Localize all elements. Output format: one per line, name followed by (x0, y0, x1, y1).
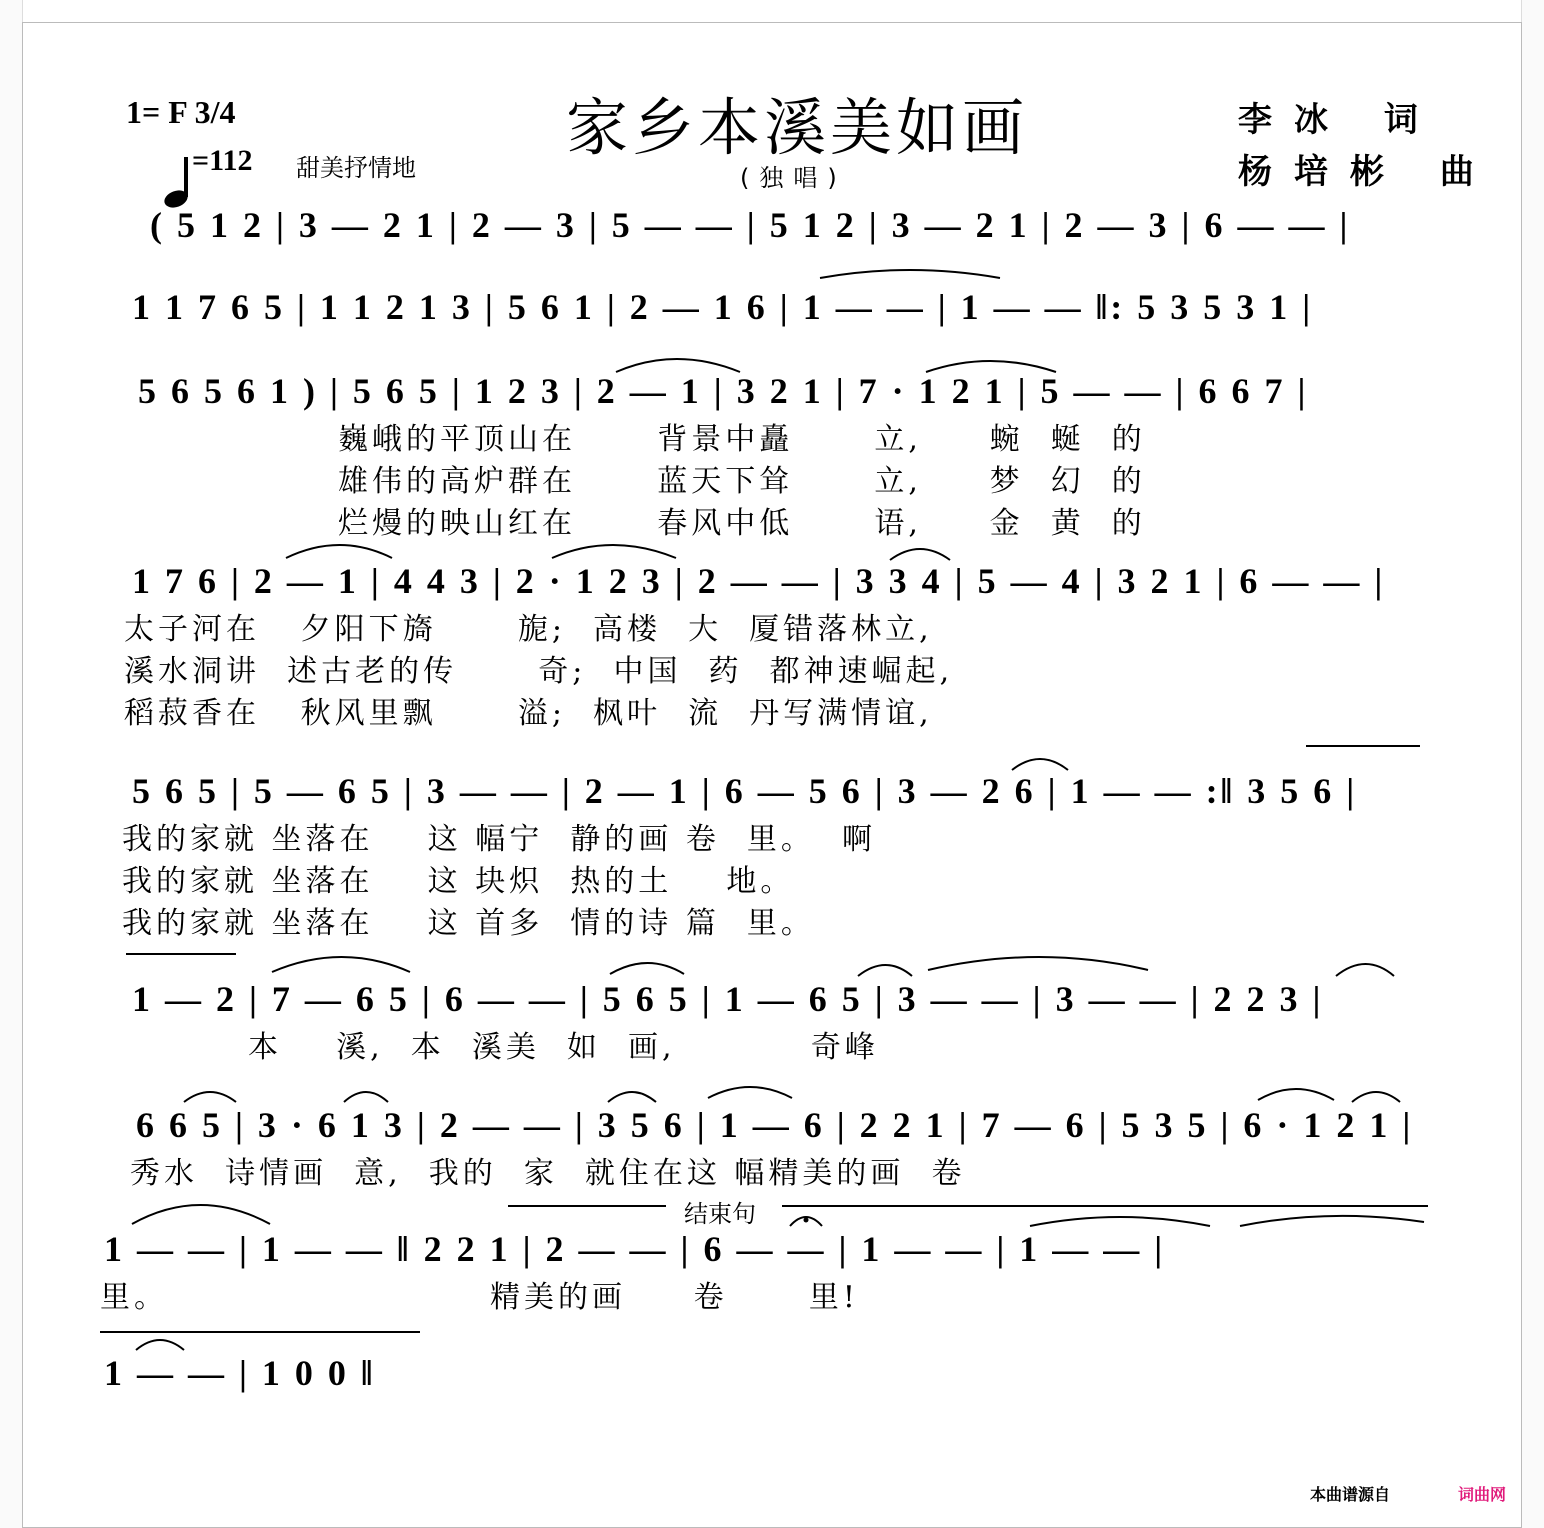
slur (136, 1340, 184, 1350)
lyric-line-8-b: 精美的画 卷 里! (490, 1280, 859, 1315)
slur (616, 359, 740, 372)
lyric-line-4-verse-1: 太子河在 夕阳下旖 旎; 高楼 大 厦错落林立, (124, 612, 933, 647)
slur (608, 1092, 656, 1102)
slur (1012, 759, 1068, 770)
song-title: 家乡本溪美如画 (566, 91, 1029, 164)
slur (1258, 1089, 1334, 1100)
slur (344, 1092, 388, 1102)
lyric-line-5-verse-2: 我的家就 坐落在 这 块炽 热的土 地。 (122, 864, 795, 899)
lyric-line-5-verse-1: 我的家就 坐落在 这 幅宁 静的画 卷 里。 啊 (122, 822, 876, 857)
score-line-1: ( 5 1 2 | 3 — 2 1 | 2 — 3 | 5 — — | 5 1 2 | 3 — 2 1 | 2 — 3 | 6 — — | (150, 205, 1351, 245)
lyric-line-5-verse-3: 我的家就 坐落在 这 首多 情的诗 篇 里。 (122, 906, 815, 941)
slur (272, 957, 410, 972)
lyric-line-3-verse-2: 雄伟的高炉群在 蓝天下耸 立, 梦 幻 的 (338, 464, 1146, 499)
fermata-dot (804, 1218, 809, 1223)
lyric-line-7: 秀水 诗情画 意, 我的 家 就住在这 幅精美的画 卷 (130, 1156, 966, 1191)
slur (1352, 1092, 1400, 1102)
tempo-value: =112 (192, 144, 253, 177)
lyric-line-3-verse-1: 巍峨的平顶山在 背景中矗 立, 蜿 蜒 的 (338, 422, 1146, 457)
slur (928, 957, 1148, 970)
key-signature: 1= F 3/4 (126, 94, 236, 130)
slur (1336, 964, 1394, 976)
slur (708, 1087, 792, 1098)
score-line-3: 5 6 5 6 1 ) | 5 6 5 | 1 2 3 | 2 — 1 | 3 2 1 | 7 · 1 2 1 | 5 — — | 6 6 7 | (138, 371, 1309, 411)
slur (184, 1092, 236, 1102)
slur (858, 965, 912, 976)
tempo-style: 甜美抒情地 (296, 154, 416, 182)
slur (552, 545, 676, 558)
footer-source-label: 本曲谱源自 (1310, 1485, 1391, 1504)
score-line-8: 1 — — | 1 — — ‖ 2 2 1 | 2 — — | 6 — — | 1 — — | 1 — — | (104, 1229, 1166, 1269)
slur (132, 1205, 270, 1224)
lyric-line-4-verse-2: 溪水洞讲 述古老的传 奇; 中国 药 都神速崛起, (124, 654, 954, 689)
slur (890, 549, 950, 560)
ending-section-label: 结束句 (684, 1200, 756, 1228)
score-line-7: 6 6 5 | 3 · 6 1 3 | 2 — — | 3 5 6 | 1 — 6 | 2 2 1 | 7 — 6 | 5 3 5 | 6 · 1 2 1 | (136, 1105, 1414, 1145)
score-line-6: 1 — 2 | 7 — 6 5 | 6 — — | 5 6 5 | 1 — 6 5 | 3 — — | 3 — — | 2 2 3 | (132, 979, 1324, 1019)
slur (1240, 1216, 1424, 1226)
lyric-line-3-verse-3: 烂熳的映山红在 春风中低 语, 金 黄 的 (338, 506, 1146, 541)
slur (820, 270, 1000, 278)
lyric-line-6: 本 溪, 本 溪美 如 画, 奇峰 (248, 1030, 879, 1065)
slur (1030, 1217, 1210, 1226)
lyric-line-8-a: 里。 (100, 1280, 168, 1315)
slur (926, 361, 1056, 372)
lyricist-credit: 李冰 词 (1238, 100, 1440, 140)
footer-brand-link[interactable]: 词曲网 (1458, 1485, 1507, 1504)
lyric-line-4-verse-3: 稻菽香在 秋风里飘 溢; 枫叶 流 丹写满情谊, (124, 696, 933, 731)
song-subtitle: (独唱) (740, 164, 847, 192)
score-line-9: 1 — — | 1 0 0 ‖ (104, 1353, 376, 1393)
score-line-5: 5 6 5 | 5 — 6 5 | 3 — — | 2 — 1 | 6 — 5 6 | 3 — 2 6 | 1 — — :‖ 3 5 6 | (132, 771, 1358, 811)
slur (286, 545, 392, 558)
score-line-2: 1 1 7 6 5 | 1 1 2 1 3 | 5 6 1 | 2 — 1 6 | 1 — — | 1 — — ‖: 5 3 5 3 1 | (132, 287, 1314, 327)
slur (610, 963, 684, 974)
composer-credit: 杨培彬 曲 (1238, 152, 1496, 192)
score-line-4: 1 7 6 | 2 — 1 | 4 4 3 | 2 · 1 2 3 | 2 — — | 3 3 4 | 5 — 4 | 3 2 1 | 6 — — | (132, 561, 1386, 601)
